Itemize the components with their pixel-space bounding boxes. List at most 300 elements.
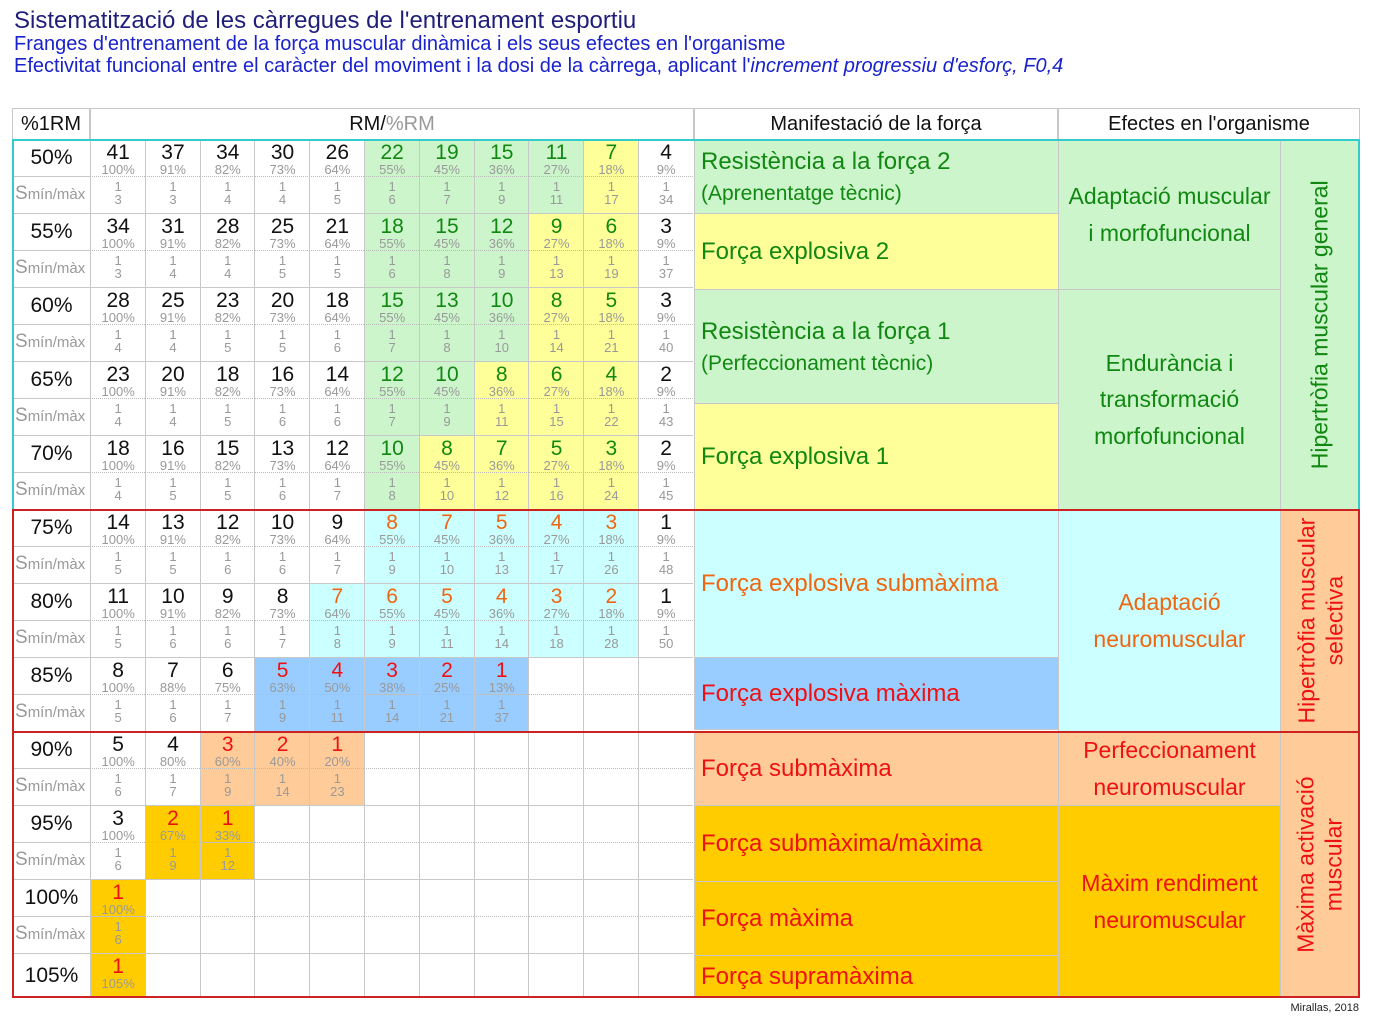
rm-cell	[474, 658, 529, 695]
row-percent: 70%	[12, 436, 90, 473]
smin-cell	[528, 621, 583, 658]
rm-value: 1	[495, 659, 508, 682]
rm-cell	[254, 806, 309, 843]
rm-percent: 18%	[598, 384, 625, 399]
smin-min: 1	[114, 771, 122, 786]
effect-line: Màxim rendiment	[1081, 870, 1258, 897]
smin-min: 1	[278, 697, 287, 712]
rm-percent: 27%	[543, 532, 570, 547]
rm-value: 28	[106, 289, 130, 312]
smin-cell	[474, 399, 529, 436]
row-percent: 80%	[12, 584, 90, 621]
rm-percent: 27%	[543, 606, 570, 621]
rm-percent: 82%	[214, 384, 241, 399]
smin-max: 9	[388, 562, 396, 577]
rm-cell	[145, 214, 200, 251]
effect-line: Adaptació	[1118, 589, 1221, 616]
rm-cell	[200, 436, 255, 473]
smin-max: 4	[224, 266, 232, 281]
rm-value: 18	[380, 215, 404, 238]
smin-min: 1	[114, 697, 122, 712]
manifestation-label: Resistència a la força 2	[701, 148, 951, 175]
rm-percent: 36%	[488, 458, 515, 473]
smin-s: S	[15, 331, 28, 352]
smin-max: 6	[388, 266, 396, 281]
smin-cell	[90, 399, 145, 436]
rm-cell	[583, 510, 638, 547]
rm-cell	[90, 510, 145, 547]
rm-cell	[419, 880, 474, 917]
force-manifestation	[694, 404, 1058, 510]
smin-cell	[419, 917, 474, 954]
smin-min: 1	[607, 401, 615, 416]
rm-value: 1	[331, 733, 344, 756]
vertical-line: Hipertròfia muscular	[1292, 518, 1319, 724]
smin-max: 5	[224, 414, 232, 429]
rm-value: 4	[550, 511, 563, 534]
rm-percent: 64%	[324, 236, 351, 251]
rm-value: 16	[161, 437, 185, 460]
rm-value: 8	[550, 289, 563, 312]
rm-percent: 18%	[598, 606, 625, 621]
manifestation-label: Força explosiva submàxima	[701, 569, 999, 597]
smin-range: mín/màx	[27, 704, 86, 721]
rm-cell	[309, 362, 364, 399]
rm-cell	[474, 732, 529, 769]
page-subtitle-2	[14, 56, 1364, 78]
smin-cell	[583, 547, 638, 584]
smin-max: 14	[384, 710, 400, 725]
rm-percent: 20%	[324, 754, 351, 769]
smin-min: 1	[169, 623, 177, 638]
smin-max: 6	[114, 858, 122, 873]
smin-min: 1	[607, 327, 615, 342]
rm-value: 10	[435, 363, 459, 386]
effect-text	[1081, 865, 1257, 938]
smin-max: 50	[658, 636, 674, 651]
smin-min: 1	[388, 475, 396, 490]
smin-max: 14	[275, 784, 290, 799]
smin-max: 4	[278, 192, 287, 207]
rm-percent: 36%	[488, 236, 515, 251]
rm-value: 8	[276, 585, 289, 608]
smin-max: 12	[220, 858, 235, 873]
rm-percent: 9%	[656, 532, 676, 547]
vertical-label-text	[1293, 518, 1348, 724]
smin-max: 6	[224, 636, 232, 651]
rm-value: 41	[106, 141, 130, 164]
rm-value: 18	[216, 363, 240, 386]
rm-cell	[309, 510, 364, 547]
rm-value: 2	[660, 437, 672, 460]
smin-min: 1	[224, 179, 232, 194]
rm-value: 2	[441, 659, 453, 682]
rm-percent: 9%	[656, 162, 676, 177]
smin-cell	[583, 251, 638, 288]
organism-effect	[1058, 510, 1280, 732]
rm-value: 3	[112, 807, 124, 830]
rm-value: 4	[331, 659, 344, 682]
smin-min: 1	[333, 697, 341, 712]
smin-s: S	[15, 553, 28, 574]
smin-cell	[364, 251, 419, 288]
rm-cell	[474, 806, 529, 843]
smin-label	[12, 769, 90, 806]
smin-cell	[638, 843, 693, 880]
rm-percent: 18%	[598, 532, 625, 547]
smin-min: 1	[278, 475, 287, 490]
smin-cell	[90, 917, 145, 954]
smin-cell	[364, 843, 419, 880]
page-title: Sistematització de les càrregues de l'entrenament esportiu	[14, 7, 637, 34]
rm-cell	[638, 436, 693, 473]
manifestation-label: Resistència a la força 1	[701, 318, 951, 345]
rm-value: 9	[221, 585, 234, 608]
rm-cell	[474, 954, 529, 998]
rm-cell	[528, 288, 583, 325]
smin-max: 4	[169, 414, 177, 429]
organism-effect	[1058, 806, 1280, 998]
smin-cell	[145, 917, 200, 954]
rm-cell	[419, 584, 474, 621]
smin-max: 6	[333, 414, 341, 429]
rm-value: 31	[161, 215, 185, 238]
smin-cell	[419, 843, 474, 880]
rm-value: 12	[325, 437, 350, 460]
rm-cell	[419, 362, 474, 399]
smin-min: 1	[333, 475, 341, 490]
smin-cell	[90, 695, 145, 732]
smin-max: 4	[169, 266, 177, 281]
smin-min: 1	[552, 401, 561, 416]
smin-max: 7	[278, 636, 287, 651]
smin-min: 1	[662, 475, 670, 490]
smin-min: 1	[388, 697, 396, 712]
smin-cell	[474, 695, 529, 732]
smin-cell	[638, 399, 693, 436]
smin-max: 7	[388, 414, 396, 429]
rm-cell	[528, 140, 583, 177]
rm-cell	[364, 288, 419, 325]
smin-cell	[200, 695, 255, 732]
organism-effect	[1058, 140, 1280, 290]
smin-max: 3	[114, 192, 122, 207]
rm-value: 3	[605, 511, 618, 534]
smin-cell	[528, 917, 583, 954]
smin-s: S	[15, 701, 28, 722]
rm-cell	[145, 732, 200, 769]
rm-percent: 55%	[379, 310, 406, 325]
smin-min: 1	[552, 327, 561, 342]
smin-max: 3	[114, 266, 122, 281]
rm-percent: 73%	[269, 236, 296, 251]
rm-cell	[145, 954, 200, 998]
rm-value: 1	[660, 585, 672, 608]
smin-cell	[200, 251, 255, 288]
rm-cell	[200, 584, 255, 621]
rm-percent: 55%	[379, 162, 406, 177]
rm-value: 3	[605, 437, 618, 460]
smin-max: 11	[494, 414, 509, 429]
smin-cell	[528, 399, 583, 436]
smin-label	[12, 251, 90, 288]
smin-min: 1	[443, 179, 451, 194]
rm-percent: 9%	[656, 606, 676, 621]
rm-cell	[309, 880, 364, 917]
rm-value: 14	[106, 511, 130, 534]
smin-max: 10	[494, 340, 509, 355]
rm-cell	[309, 288, 364, 325]
rm-value: 25	[161, 289, 185, 312]
rm-percent: 64%	[324, 606, 351, 621]
force-manifestation	[694, 732, 1058, 806]
effect-line: Perfeccionament	[1083, 737, 1256, 764]
smin-min: 1	[114, 327, 122, 342]
smin-min: 1	[388, 401, 396, 416]
rm-percent: 64%	[324, 532, 351, 547]
smin-cell	[364, 769, 419, 806]
rm-percent: 91%	[159, 532, 186, 547]
smin-cell	[309, 917, 364, 954]
rm-percent: 64%	[324, 384, 351, 399]
rm-value: 5	[112, 733, 124, 756]
vertical-line: Màxima activació	[1292, 776, 1319, 954]
smin-min: 1	[224, 771, 232, 786]
rm-cell	[583, 436, 638, 473]
rm-cell	[200, 806, 255, 843]
smin-min: 1	[607, 179, 615, 194]
rm-cell	[254, 732, 309, 769]
smin-cell	[309, 325, 364, 362]
rm-cell	[200, 140, 255, 177]
row-percent: 105%	[12, 954, 90, 998]
vertical-line: selectiva	[1320, 576, 1347, 666]
rm-cell	[254, 214, 309, 251]
smin-min: 1	[169, 845, 177, 860]
smin-min: 1	[333, 253, 341, 268]
smin-max: 23	[330, 784, 345, 799]
row-percent: 85%	[12, 658, 90, 695]
rm-value: 23	[216, 289, 240, 312]
smin-max: 5	[114, 710, 122, 725]
smin-cell	[638, 177, 693, 214]
rm-value: 1	[221, 807, 234, 830]
smin-cell	[583, 473, 638, 510]
smin-max: 6	[169, 710, 177, 725]
smin-cell	[200, 325, 255, 362]
smin-min: 1	[169, 697, 177, 712]
rm-percent: 100%	[101, 162, 135, 177]
rm-percent: 38%	[379, 680, 406, 695]
smin-min: 1	[224, 623, 232, 638]
force-manifestation	[694, 956, 1058, 998]
rm-cell	[254, 140, 309, 177]
rm-cell	[528, 880, 583, 917]
smin-min: 1	[169, 179, 177, 194]
smin-min: 1	[333, 771, 341, 786]
rm-percent: 73%	[269, 458, 296, 473]
smin-cell	[638, 695, 693, 732]
smin-cell	[474, 177, 529, 214]
rm-cell	[90, 658, 145, 695]
rm-cell	[583, 732, 638, 769]
rm-value: 21	[325, 215, 350, 238]
smin-max: 7	[388, 340, 396, 355]
rm-cell	[254, 436, 309, 473]
rm-cell	[364, 732, 419, 769]
rm-cell	[638, 584, 693, 621]
smin-min: 1	[169, 771, 177, 786]
rm-percent: 64%	[324, 310, 351, 325]
rm-percent: 100%	[101, 754, 135, 769]
rm-percent: 55%	[379, 458, 406, 473]
smin-cell	[254, 769, 309, 806]
rm-percent: 73%	[269, 532, 296, 547]
smin-label	[12, 695, 90, 732]
rm-cell	[254, 880, 309, 917]
rm-cell	[638, 880, 693, 917]
smin-max: 14	[494, 636, 509, 651]
rm-value: 1	[660, 511, 672, 534]
rm-cell	[364, 954, 419, 998]
rm-value: 37	[161, 141, 185, 164]
smin-min: 1	[388, 623, 396, 638]
smin-min: 1	[552, 623, 561, 638]
rm-value: 2	[660, 363, 672, 386]
rm-cell	[200, 214, 255, 251]
smin-min: 1	[443, 549, 451, 564]
rm-percent: 91%	[159, 458, 186, 473]
rm-percent: 45%	[433, 532, 460, 547]
smin-label	[12, 177, 90, 214]
rm-percent: 80%	[159, 754, 186, 769]
smin-max: 6	[333, 340, 341, 355]
smin-range: mín/màx	[27, 852, 86, 869]
rm-percent: 55%	[379, 606, 406, 621]
rm-value: 8	[112, 659, 124, 682]
smin-cell	[419, 695, 474, 732]
rm-percent: 91%	[159, 384, 186, 399]
smin-min: 1	[662, 401, 670, 416]
rm-percent: 60%	[214, 754, 241, 769]
rm-percent: 75%	[214, 680, 241, 695]
smin-cell	[364, 399, 419, 436]
force-manifestation	[694, 806, 1058, 882]
rm-value: 22	[380, 141, 404, 164]
rm-value: 12	[490, 215, 514, 238]
smin-min: 1	[443, 623, 451, 638]
rm-cell	[638, 806, 693, 843]
smin-max: 5	[114, 562, 122, 577]
smin-min: 1	[662, 179, 670, 194]
rm-percent: 82%	[214, 236, 241, 251]
rm-cell	[90, 140, 145, 177]
rm-cell	[419, 954, 474, 998]
rm-cell	[474, 436, 529, 473]
smin-max: 5	[278, 266, 287, 281]
smin-max: 17	[604, 192, 619, 207]
rm-value: 3	[386, 659, 398, 682]
smin-max: 13	[494, 562, 509, 577]
smin-max: 4	[169, 340, 177, 355]
rm-cell	[638, 510, 693, 547]
rm-percent: 73%	[269, 310, 296, 325]
rm-cell	[638, 214, 693, 251]
rm-cell	[90, 732, 145, 769]
rm-cell	[638, 732, 693, 769]
hypertrophy-label	[1280, 140, 1360, 510]
rm-cell	[638, 140, 693, 177]
hypertrophy-label	[1280, 510, 1360, 732]
smin-max: 43	[658, 414, 674, 429]
rm-cell	[528, 584, 583, 621]
smin-max: 18	[549, 636, 564, 651]
header-rm-label: RM/	[349, 112, 386, 135]
rm-value: 13	[270, 437, 295, 460]
rm-value: 25	[270, 215, 295, 238]
smin-min: 1	[224, 697, 232, 712]
effect-line: neuromuscular	[1093, 773, 1246, 800]
smin-max: 7	[169, 784, 177, 799]
rm-value: 13	[161, 511, 185, 534]
rm-cell	[583, 362, 638, 399]
smin-min: 1	[388, 253, 396, 268]
smin-min: 1	[278, 623, 287, 638]
smin-max: 48	[658, 562, 674, 577]
rm-percent: 64%	[324, 162, 351, 177]
smin-min: 1	[278, 549, 287, 564]
rm-percent: 27%	[543, 458, 570, 473]
rm-value: 1	[112, 955, 124, 978]
rm-percent: 27%	[543, 162, 570, 177]
rm-cell	[90, 806, 145, 843]
smin-cell	[419, 399, 474, 436]
rm-percent: 73%	[269, 606, 296, 621]
rm-cell	[474, 584, 529, 621]
smin-max: 5	[333, 192, 341, 207]
header-rm	[90, 108, 694, 140]
rm-value: 9	[550, 215, 563, 238]
smin-min: 1	[552, 475, 561, 490]
rm-cell	[419, 436, 474, 473]
rm-percent: 100%	[101, 902, 135, 917]
smin-cell	[309, 547, 364, 584]
smin-max: 5	[333, 266, 341, 281]
rm-cell	[364, 436, 419, 473]
smin-cell	[583, 325, 638, 362]
smin-max: 14	[549, 340, 564, 355]
smin-cell	[474, 917, 529, 954]
smin-label	[12, 473, 90, 510]
rm-value: 5	[495, 511, 508, 534]
smin-max: 37	[494, 710, 509, 725]
rm-value: 18	[325, 289, 350, 312]
smin-cell	[583, 621, 638, 658]
rm-value: 4	[605, 363, 618, 386]
rm-cell	[145, 658, 200, 695]
smin-cell	[309, 843, 364, 880]
smin-max: 28	[604, 636, 619, 651]
smin-cell	[528, 251, 583, 288]
rm-cell	[583, 658, 638, 695]
rm-cell	[200, 362, 255, 399]
smin-cell	[254, 473, 309, 510]
rm-value: 26	[325, 141, 350, 164]
rm-cell	[583, 214, 638, 251]
force-manifestation	[694, 510, 1058, 658]
smin-min: 1	[278, 253, 287, 268]
header-rm-pct: %RM	[385, 112, 435, 135]
